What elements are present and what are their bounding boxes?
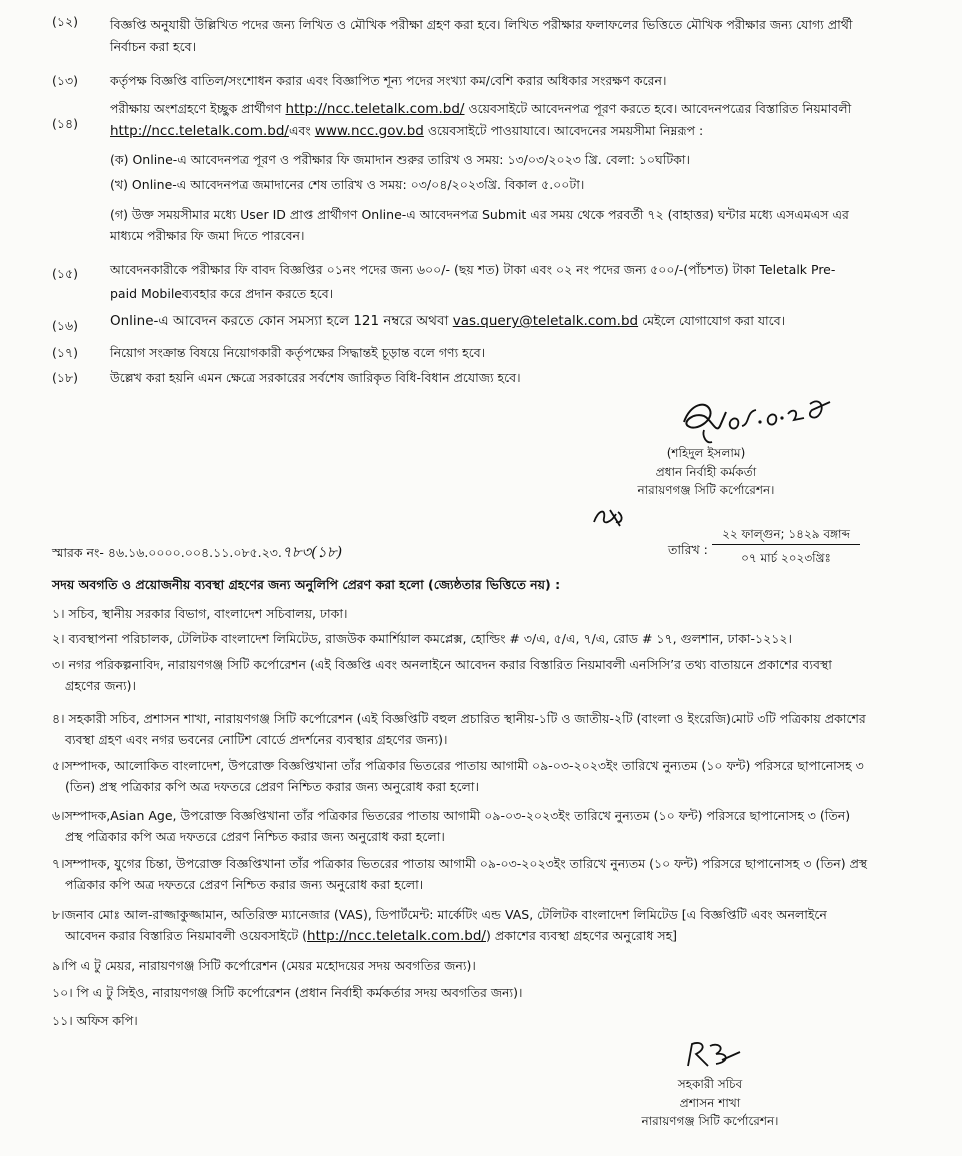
clause-text: বিজ্ঞপ্তি অনুযায়ী উল্লিখিত পদের জন্য লিখিত ও মৌখিক পরীক্ষা গ্রহণ করা হবে। লিখিত পরীক্ষার ফলাফলের ভিত্তিতে মৌখিক পরীক্ষার জন্য যোগ্য প্রার্থী	[110, 17, 853, 32]
date-block	[712, 527, 860, 566]
cc-text: ৫।সম্পাদক, আলোকিত বাংলাদেশ, উপরোক্ত বিজ্ঞপ্তিখানা তাঁর পত্রিকার ভিতরের পাতায় আগামী ০৯-০৩-২০২৩ইং তারিখে নুন্যতম (১০ ফন্ট) পরিসরে ছাপানোসহ ৩	[52, 758, 864, 773]
cc-item	[52, 982, 910, 1003]
sub-clause-c: (গ) উক্ত সময়সীমার মধ্যে User ID প্রাপ্ত প্রার্থীগণ Online-এ আবেদনপত্র Submit এর সময় থেকে পরবর্তী ৭২ (বাহাত্তর) ঘন্টার মধ্যে এসএমএস এর	[110, 206, 849, 222]
signatory-org: নারায়ণগঞ্জ সিটি কর্পোরেশন।	[641, 1114, 779, 1129]
clause-14	[52, 98, 912, 246]
signatory-title: প্রধান নির্বাহী কর্মকর্তা	[655, 464, 757, 479]
cc-text: ৯।পি এ টু মেয়র, নারায়ণগঞ্জ সিটি কর্পোরেশন (মেয়র মহোদয়ের সদয় অবগতির জন্য)।	[52, 958, 476, 973]
clause-text: নিয়োগ সংক্রান্ত বিষয়ে নিয়োগকারী কর্তৃপক্ষের সিদ্ধান্তই চূড়ান্ত বলে গণ্য হবে।	[110, 345, 486, 360]
cc-item	[52, 805, 910, 848]
clause-number: (১৫)	[52, 266, 78, 281]
clause-text: Online-এ আবেদন করতে কোন সমস্যা হলে 121 নম্বরে অথবা	[110, 313, 453, 329]
cc-item	[52, 654, 910, 697]
ceo-signature	[676, 382, 856, 452]
cc-text: ৭।সম্পাদক, যুগের চিন্তা, উপরোক্ত বিজ্ঞপ্তিখানা তাঁর পত্রিকার ভিতরের পাতায় আগামী ০৯-০৩-২০২৩ইং তারিখে নুন্যতম (১০ ফন্ট) পরিসরে ছাপানোসহ ৩ (তিন) প্রস্থ	[52, 856, 868, 871]
initials-mark	[590, 504, 630, 530]
clause-text: পরীক্ষায় অংশগ্রহণে ইচ্ছুক প্রার্থীগণ	[110, 101, 286, 116]
clause-text: এবং	[288, 122, 315, 138]
assistant-secretary-block	[620, 1075, 800, 1131]
cc-item	[52, 955, 910, 976]
cc-item	[52, 1010, 910, 1031]
clause-number: (১৪)	[52, 116, 78, 131]
clause-12	[52, 14, 912, 58]
cc-text: ৪। সহকারী সচিব, প্রশাসন শাখা, নারায়ণগঞ্জ সিটি কর্পোরেশন (এই বিজ্ঞপ্তিটি বহুল প্রচারিত স্থানীয়-১টি ও জাতীয়-২টি (বাংলা ও ইংরেজি)মোট ৩টি পত্রিকায় প্রকাশের	[52, 711, 866, 726]
cc-text: ) প্রকাশের ব্যবস্থা গ্রহণের অনুরোধ সহ]	[485, 928, 678, 944]
support-email-link[interactable]: vas.query@teletalk.com.bd	[452, 313, 639, 329]
assistant-secretary-signature	[678, 1038, 748, 1072]
signatory-org: নারায়ণগঞ্জ সিটি কর্পোরেশন।	[637, 483, 775, 498]
cc-item	[52, 853, 910, 896]
clause-number: (১৮)	[52, 370, 78, 385]
cc-item	[52, 628, 910, 649]
clause-15	[52, 258, 912, 307]
clause-text: paid Mobileব্যবহার করে প্রদান করতে হবে।	[110, 286, 334, 302]
clause-number: (১৩)	[52, 73, 78, 88]
cc-text: ১১। অফিস কপি।	[52, 1013, 138, 1028]
clause-text: আবেদনকারীকে পরীক্ষার ফি বাবদ বিজ্ঞপ্তির ০১নং পদের জন্য ৬০০/- (ছয় শত) টাকা এবং ০২ নং পদের জন্য ৫০০/-(পাঁচশত) টাকা Teletalk Pre-	[110, 262, 836, 277]
cc-text: ৬।সম্পাদক,Asian Age, উপরোক্ত বিজ্ঞপ্তিখানা তাঁর পত্রিকার ভিতরের পাতায় আগামী ০৯-০৩-২০২৩ইং তারিখে নুন্যতম (১০ ফন্ট) পরিসরে ছাপানোসহ ৩ (তিন)	[52, 808, 851, 823]
clause-text: ওয়েবসাইটে আবেদনপত্র পূরণ করতে হবে। আবেদনপত্রের বিস্তারিত নিয়মাবলী	[464, 101, 852, 116]
memo-handwritten-number: ৭৮৩(১৮)	[281, 543, 343, 561]
memo-number	[52, 543, 342, 562]
clause-13	[52, 73, 912, 89]
memo-reference: স্মারক নং- ৪৬.১৬.০০০০.০০৪.১১.০৮৫.২৩.	[52, 545, 282, 560]
clause-text: উল্লেখ করা হয়নি এমন ক্ষেত্রে সরকারের সর্বশেষ জারিকৃত বিধি-বিধান প্রযোজ্য হবে।	[110, 370, 521, 385]
cc-item	[52, 708, 910, 751]
cc-text: (তিন) প্রস্থ পত্রিকার কপি অত্র দফতরে প্রেরণ নিশ্চিত করার জন্য অনুরোধ করা হলো।	[65, 779, 479, 795]
cc-text: ১। সচিব, স্থানীয় সরকার বিভাগ, বাংলাদেশ সচিবালয়, ঢাকা।	[52, 606, 348, 621]
sub-clause-b: (খ) Online-এ আবেদনপত্র জমাদানের শেষ তারিখ ও সময়: ০৩/০৪/২০২৩খ্রি. বিকাল ৫.০০টা।	[110, 177, 585, 193]
clause-number: (১৬)	[52, 318, 78, 333]
clause-text: মেইলে যোগাযোগ করা যাবে।	[638, 313, 786, 328]
cc-text: ১০। পি এ টু সিইও, নারায়ণগঞ্জ সিটি কর্পোরেশন (প্রধান নির্বাহী কর্মকর্তার সদয় অবগতির জন্য)।	[52, 985, 523, 1000]
cc-item	[52, 904, 910, 948]
cc-text: ৮।জনাব মোঃ আল-রাজ্জাকুজ্জামান, অতিরিক্ত ম্যানেজার (VAS), ডিপার্টমেন্ট: মার্কেটিং এন্ড VAS, টেলিটক বাংলাদেশ লিমিটেড [এ বিজ্ঞপ্তিটি এবং অনলাইনে	[52, 907, 827, 922]
clause-number: (১৭)	[52, 345, 78, 360]
date-label: তারিখ :	[668, 542, 708, 557]
teletalk-link[interactable]: http://ncc.teletalk.com.bd/	[307, 928, 486, 945]
teletalk-link[interactable]: http://ncc.teletalk.com.bd/	[285, 101, 465, 117]
signatory-name: (শহিদুল ইসলাম)	[666, 446, 746, 460]
cc-text: প্রস্থ পত্রিকার কপি অত্র দফতরে প্রেরণ নিশ্চিত করার জন্য অনুরোধ করা হলো।	[65, 829, 445, 845]
teletalk-link[interactable]: http://ncc.teletalk.com.bd/	[110, 122, 289, 139]
signatory-section: প্রশাসন শাখা	[679, 1095, 741, 1110]
cc-item	[52, 603, 910, 624]
clause-number: (১২)	[52, 14, 78, 29]
clause-17	[52, 345, 912, 361]
cc-text: ৩। নগর পরিকল্পনাবিদ, নারায়ণগঞ্জ সিটি কর্পোরেশন (এই বিজ্ঞপ্তি এবং অনলাইনে আবেদন করার বিস্তারিত নিয়মাবলী এনসিসি’র তথ্য বাতায়নে প্রকাশের ব্যবস্থা	[52, 657, 832, 672]
date-gregorian: ০৭ মার্চ ২০২৩খ্রিঃ	[741, 551, 831, 565]
cc-text: ব্যবস্থা গ্রহণ এবং নগর ভবনের নোটিশ বোর্ডে প্রদর্শনের ব্যবস্থার গ্রহণের জন্য)।	[65, 732, 448, 748]
date-bangla: ২২ ফাল্গুন; ১৪২৯ বঙ্গাব্দ	[712, 527, 860, 545]
clause-text: কর্তৃপক্ষ বিজ্ঞপ্তি বাতিল/সংশোধন করার এবং বিজ্ঞাপিত শূন্য পদের সংখ্যা কম/বেশি করার অধিকার সংরক্ষণ করেন।	[110, 73, 667, 88]
clause-16	[52, 313, 912, 333]
cc-text: গ্রহণের জন্য)।	[65, 678, 136, 694]
cc-item	[52, 755, 910, 798]
ceo-signature-block	[616, 444, 796, 500]
cc-text: ২। ব্যবস্থাপনা পরিচালক, টেলিটক বাংলাদেশ লিমিটেড, রাজউক কমার্শিয়াল কমপ্লেক্স, হোল্ডিং # ৩/এ, ৫/এ, ৭/এ, রোড # ১৭, গুলশান, ঢাকা-১২১২।	[52, 631, 792, 646]
sub-clause-c-cont: মাধ্যমে পরীক্ষার ফি জমা দিতে পারবেন।	[110, 227, 305, 243]
cc-text: আবেদন করার বিস্তারিত নিয়মাবলী ওয়েবসাইটে (	[65, 928, 308, 944]
signatory-title: সহকারী সচিব	[677, 1077, 743, 1091]
cc-heading: সদয় অবগতি ও প্রয়োজনীয় ব্যবস্থা গ্রহণের জন্য অনুলিপি প্রেরণ করা হলো (জ্যেষ্ঠতার ভিত্তিতে নয়) :	[52, 577, 561, 592]
clause-text: ওয়েবসাইটে পাওয়াযাবে। আবেদনের সময়সীমা নিম্নরূপ :	[423, 122, 704, 138]
clause-text: নির্বাচন করা হবে।	[110, 38, 197, 54]
ncc-website-link[interactable]: www.ncc.gov.bd	[314, 122, 424, 139]
cc-text: পত্রিকার কপি অত্র দফতরে প্রেরণ নিশ্চিত করার জন্য অনুরোধ করা হলো।	[65, 877, 424, 893]
sub-clause-a: (ক) Online-এ আবেদনপত্র পূরণ ও পরীক্ষার ফি জমাদান শুরুর তারিখ ও সময়: ১৩/০৩/২০২৩ খ্রি. বেলা: ১০ঘটিকা।	[110, 151, 690, 167]
